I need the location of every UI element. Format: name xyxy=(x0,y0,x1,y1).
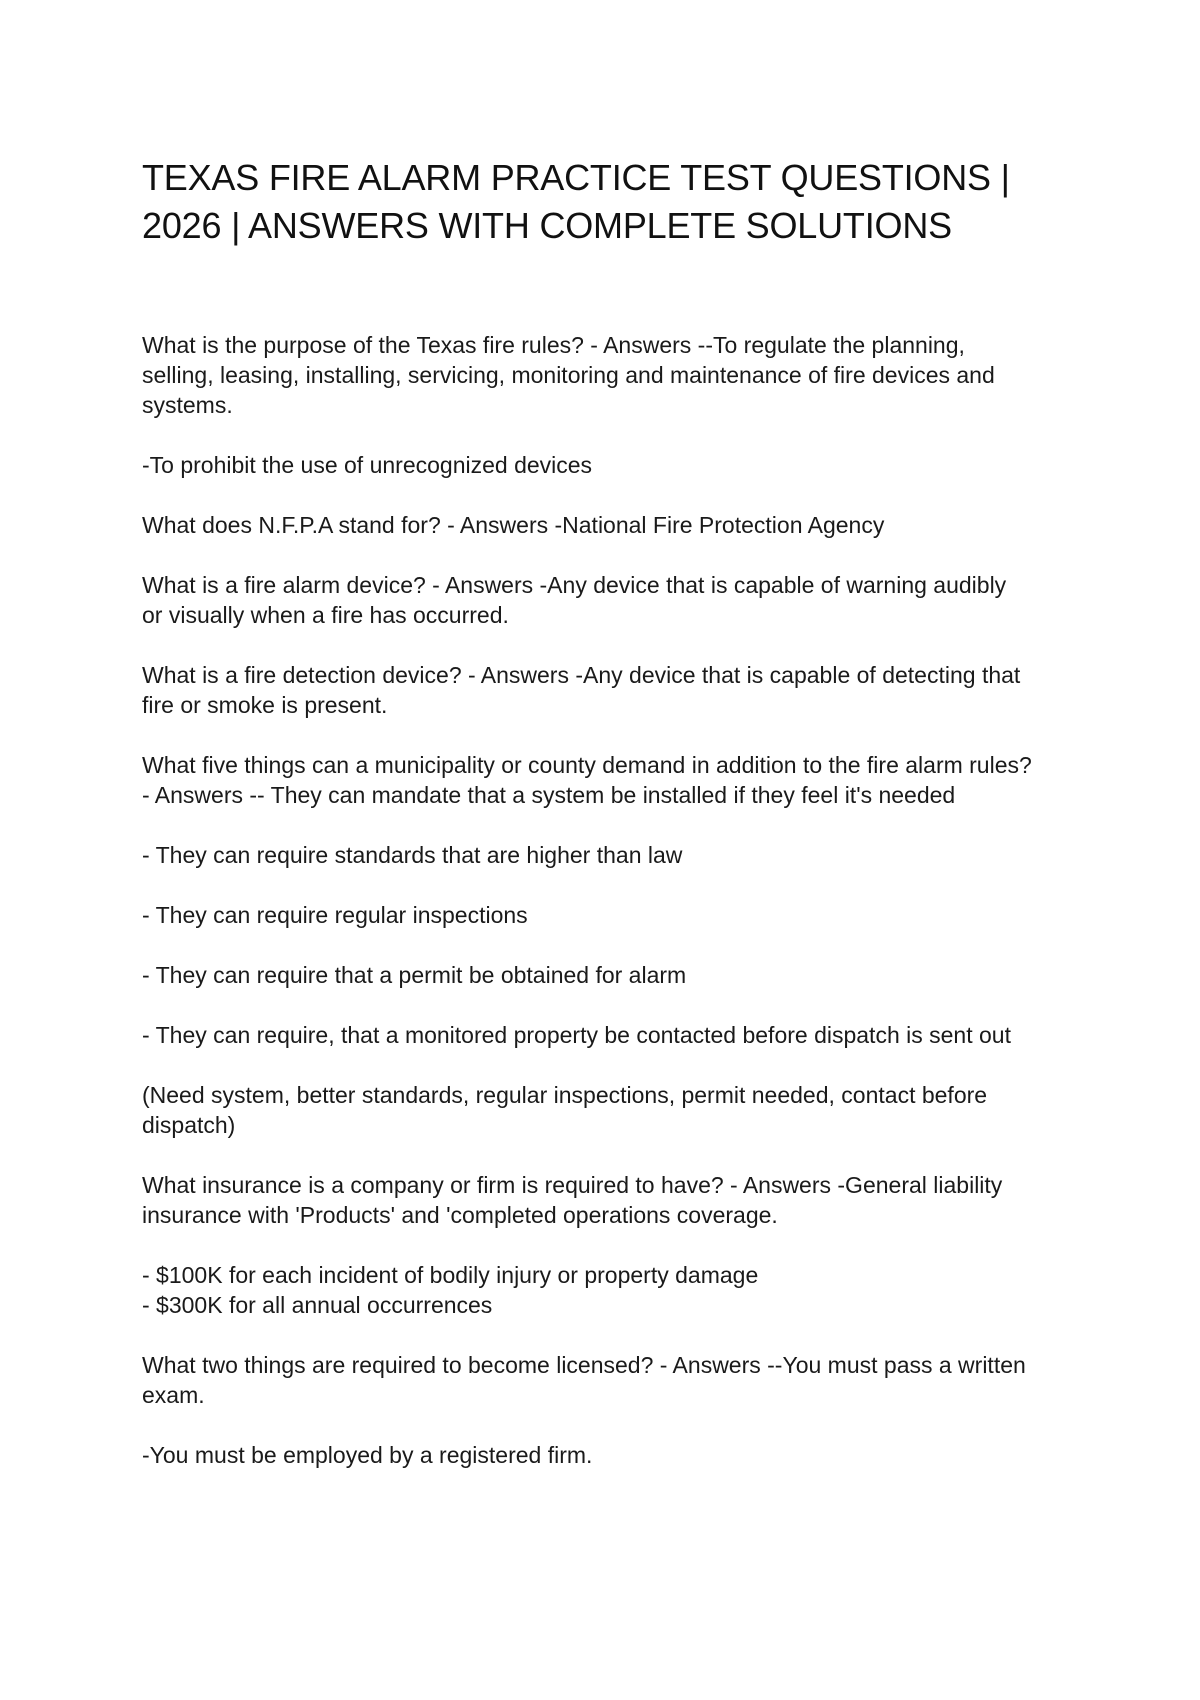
answer-contact-before-dispatch: - They can require, that a monitored property be contacted before dispatch is sent out xyxy=(142,1022,1011,1048)
question-nfpa: What does N.F.P.A stand for? - Answers -National Fire Protection Agency xyxy=(142,512,885,538)
answer-summary: (Need system, better standards, regular inspections, permit needed, contact before dispatch) xyxy=(142,1082,988,1138)
document-title: TEXAS FIRE ALARM PRACTICE TEST QUESTIONS | 2026 | ANSWERS WITH COMPLETE SOLUTIONS xyxy=(142,157,1010,246)
question-licensing-requirements: What two things are required to become licensed? - Answers --You must pass a written exam. xyxy=(142,1352,1026,1408)
answer-higher-standards: - They can require standards that are higher than law xyxy=(142,842,683,868)
answer-registered-firm: -You must be employed by a registered firm. xyxy=(142,1442,593,1468)
question-insurance: What insurance is a company or firm is required to have? - Answers -General liability insurance with 'Products' and 'completed operations coverage. xyxy=(142,1172,1003,1228)
document-body xyxy=(142,330,1072,1500)
answer-prohibit-unrecognized-devices: -To prohibit the use of unrecognized devices xyxy=(142,452,593,478)
question-fire-detection-device: What is a fire detection device? - Answers -Any device that is capable of detecting that fire or smoke is present. xyxy=(142,662,1021,718)
answer-insurance-amounts: - $100K for each incident of bodily injury or property damage - $300K for all annual occurrences xyxy=(142,1262,759,1318)
answer-permit: - They can require that a permit be obtained for alarm xyxy=(142,962,687,988)
question-municipality-demands: What five things can a municipality or county demand in addition to the fire alarm rules? - Answers -- They can mandate that a system be installed if they feel it's needed xyxy=(142,752,1032,808)
question-purpose-of-fire-rules: What is the purpose of the Texas fire rules? - Answers --To regulate the planning, selling, leasing, installing, servicing, monitoring and maintenance of fire devices and systems. xyxy=(142,332,995,418)
answer-regular-inspections: - They can require regular inspections xyxy=(142,902,528,928)
question-fire-alarm-device: What is a fire alarm device? - Answers -Any device that is capable of warning audibly or visually when a fire has occurred. xyxy=(142,572,1007,628)
